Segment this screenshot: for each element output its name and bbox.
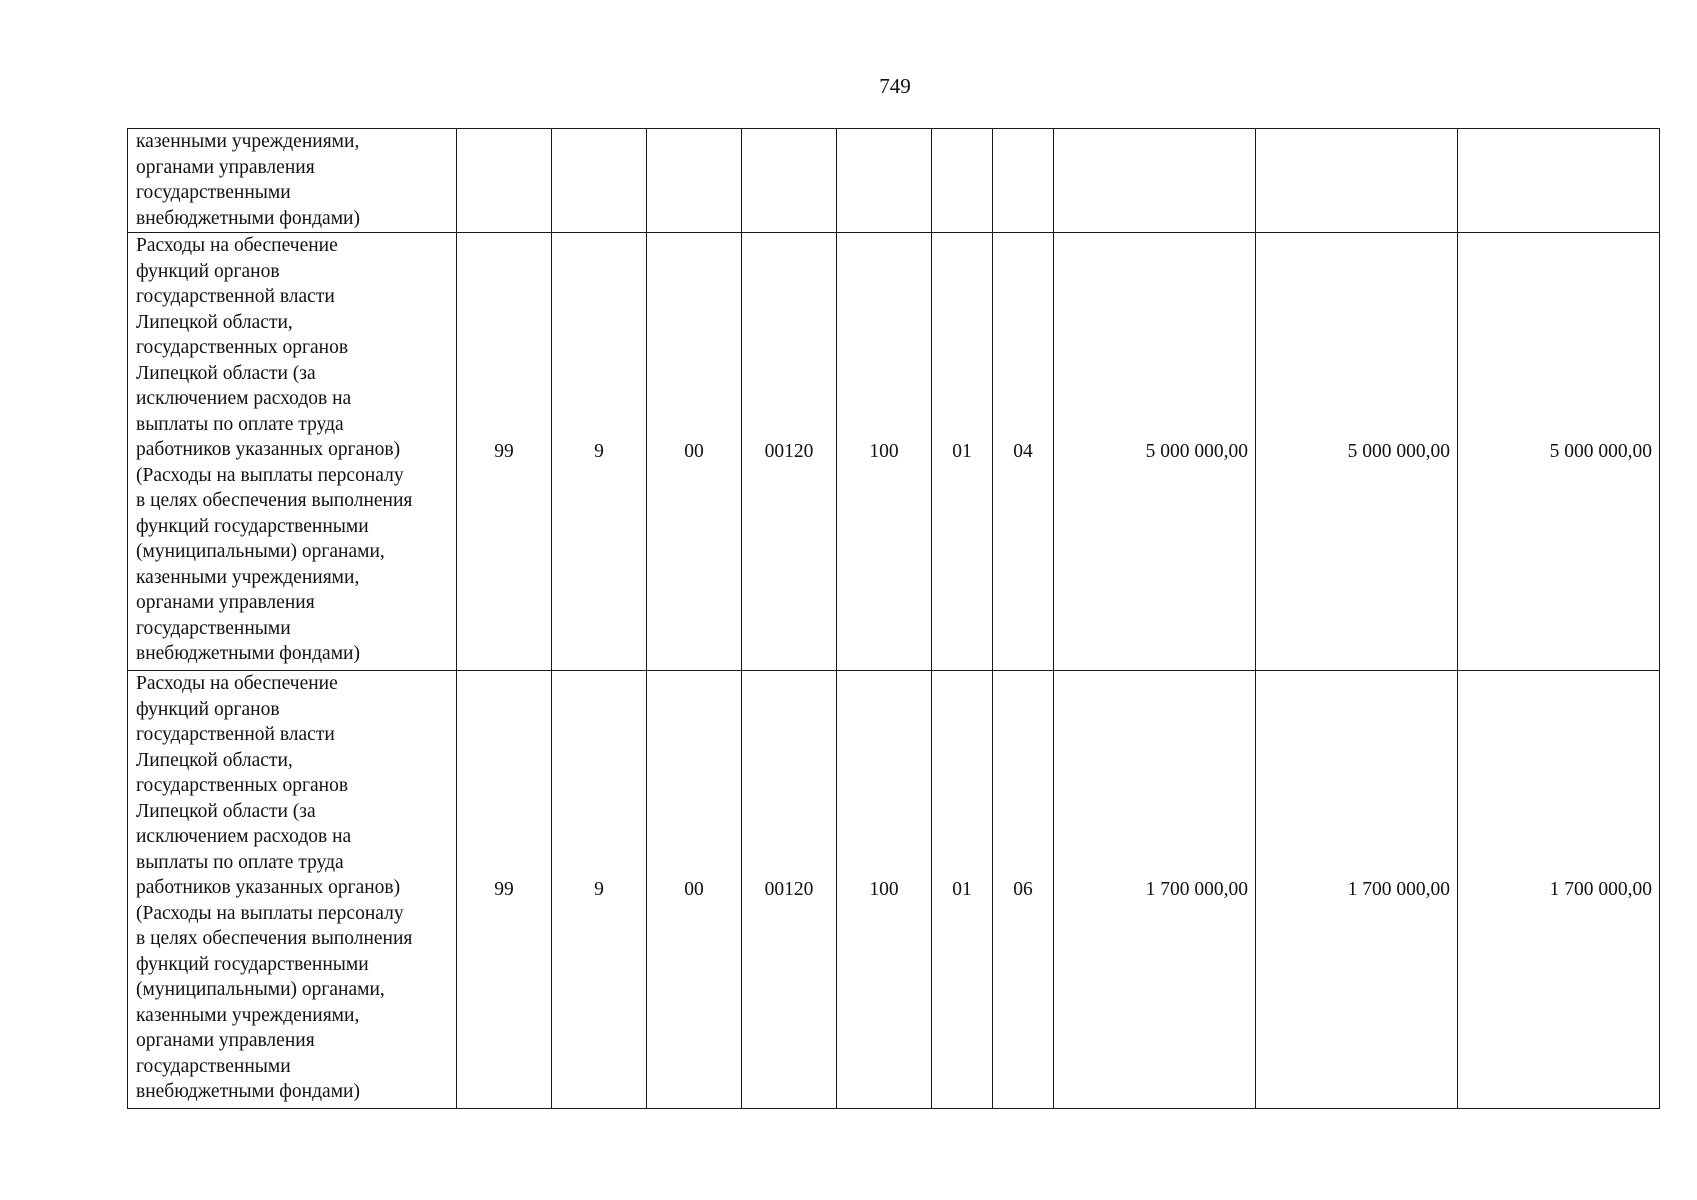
table-row bbox=[128, 233, 1660, 671]
description-line: (муниципальными) органами, bbox=[136, 541, 385, 562]
description-line: выплаты по оплате труда bbox=[136, 851, 344, 873]
description-line: органами управления bbox=[136, 156, 315, 178]
description-line: государственными bbox=[136, 182, 291, 203]
description-line: работников указанных органов) bbox=[136, 877, 401, 898]
description-line: функций органов bbox=[136, 260, 280, 282]
main-activity-code-cell: 00 bbox=[647, 233, 742, 671]
description-line: внебюджетными фондами) bbox=[136, 207, 360, 229]
subsection-cell bbox=[993, 129, 1054, 233]
description-line: выплаты по оплате труда bbox=[136, 413, 344, 435]
description-line: функций государственными bbox=[136, 515, 369, 537]
description-line: Расходы на обеспечение bbox=[136, 673, 338, 694]
description-line: Липецкой области, bbox=[136, 749, 293, 771]
row-description bbox=[128, 671, 457, 1109]
description-line: казенными учреждениями, bbox=[136, 566, 360, 588]
section-cell bbox=[932, 129, 993, 233]
expense-type-cell: 100 bbox=[837, 233, 932, 671]
main-activity-code-cell: 00 bbox=[647, 671, 742, 1109]
description-line: государственными bbox=[136, 1055, 291, 1077]
row-description bbox=[128, 233, 457, 671]
description-line: государственными bbox=[136, 617, 291, 639]
page-number: 749 bbox=[879, 74, 911, 98]
amount-year-3-cell: 1 700 000,00 bbox=[1458, 671, 1660, 1109]
subprogram-code-cell bbox=[552, 129, 647, 233]
amount-year-1-cell: 1 700 000,00 bbox=[1054, 671, 1256, 1109]
program-code-cell: 99 bbox=[457, 671, 552, 1109]
row-description bbox=[128, 129, 457, 233]
description-line: в целях обеспечения выполнения bbox=[136, 490, 413, 511]
description-line: внебюджетными фондами) bbox=[136, 1081, 360, 1102]
description-line: государственных органов bbox=[136, 775, 349, 796]
description-line: Липецкой области, bbox=[136, 311, 293, 333]
amount-year-3-cell bbox=[1458, 129, 1660, 233]
description-line: Расходы на обеспечение bbox=[136, 235, 338, 256]
description-line: исключением расходов на bbox=[136, 826, 352, 847]
description-line: (Расходы на выплаты персоналу bbox=[136, 902, 404, 924]
amount-year-2-cell: 5 000 000,00 bbox=[1256, 233, 1458, 671]
expense-type-cell bbox=[837, 129, 932, 233]
expense-type-cell: 100 bbox=[837, 671, 932, 1109]
description-line: (муниципальными) органами, bbox=[136, 979, 385, 1000]
amount-year-3-cell: 5 000 000,00 bbox=[1458, 233, 1660, 671]
amount-year-1-cell: 5 000 000,00 bbox=[1054, 233, 1256, 671]
description-line: казенными учреждениями, bbox=[136, 1004, 360, 1026]
direction-code-cell: 00120 bbox=[742, 233, 837, 671]
description-line: работников указанных органов) bbox=[136, 439, 401, 460]
description-line: функций государственными bbox=[136, 953, 369, 975]
table-row bbox=[128, 129, 1660, 233]
direction-code-cell bbox=[742, 129, 837, 233]
section-cell: 01 bbox=[932, 671, 993, 1109]
direction-code-cell: 00120 bbox=[742, 671, 837, 1109]
subsection-cell: 06 bbox=[993, 671, 1054, 1109]
section-cell: 01 bbox=[932, 233, 993, 671]
description-line: Липецкой области (за bbox=[136, 362, 316, 384]
budget-table bbox=[127, 128, 1660, 1109]
main-activity-code-cell bbox=[647, 129, 742, 233]
description-line: органами управления bbox=[136, 592, 315, 613]
amount-year-2-cell bbox=[1256, 129, 1458, 233]
program-code-cell bbox=[457, 129, 552, 233]
description-line: Липецкой области (за bbox=[136, 800, 316, 822]
description-line: государственных органов bbox=[136, 337, 349, 358]
description-line: исключением расходов на bbox=[136, 388, 352, 409]
subsection-cell: 04 bbox=[993, 233, 1054, 671]
amount-year-2-cell: 1 700 000,00 bbox=[1256, 671, 1458, 1109]
description-line: внебюджетными фондами) bbox=[136, 643, 360, 664]
subprogram-code-cell: 9 bbox=[552, 671, 647, 1109]
description-line: государственной власти bbox=[136, 724, 335, 745]
description-line: органами управления bbox=[136, 1030, 315, 1051]
program-code-cell: 99 bbox=[457, 233, 552, 671]
description-line: в целях обеспечения выполнения bbox=[136, 928, 413, 949]
amount-year-1-cell bbox=[1054, 129, 1256, 233]
description-line: (Расходы на выплаты персоналу bbox=[136, 464, 404, 486]
description-line: казенными учреждениями, bbox=[136, 131, 360, 152]
description-line: государственной власти bbox=[136, 286, 335, 307]
subprogram-code-cell: 9 bbox=[552, 233, 647, 671]
table-row bbox=[128, 671, 1660, 1109]
description-line: функций органов bbox=[136, 698, 280, 720]
